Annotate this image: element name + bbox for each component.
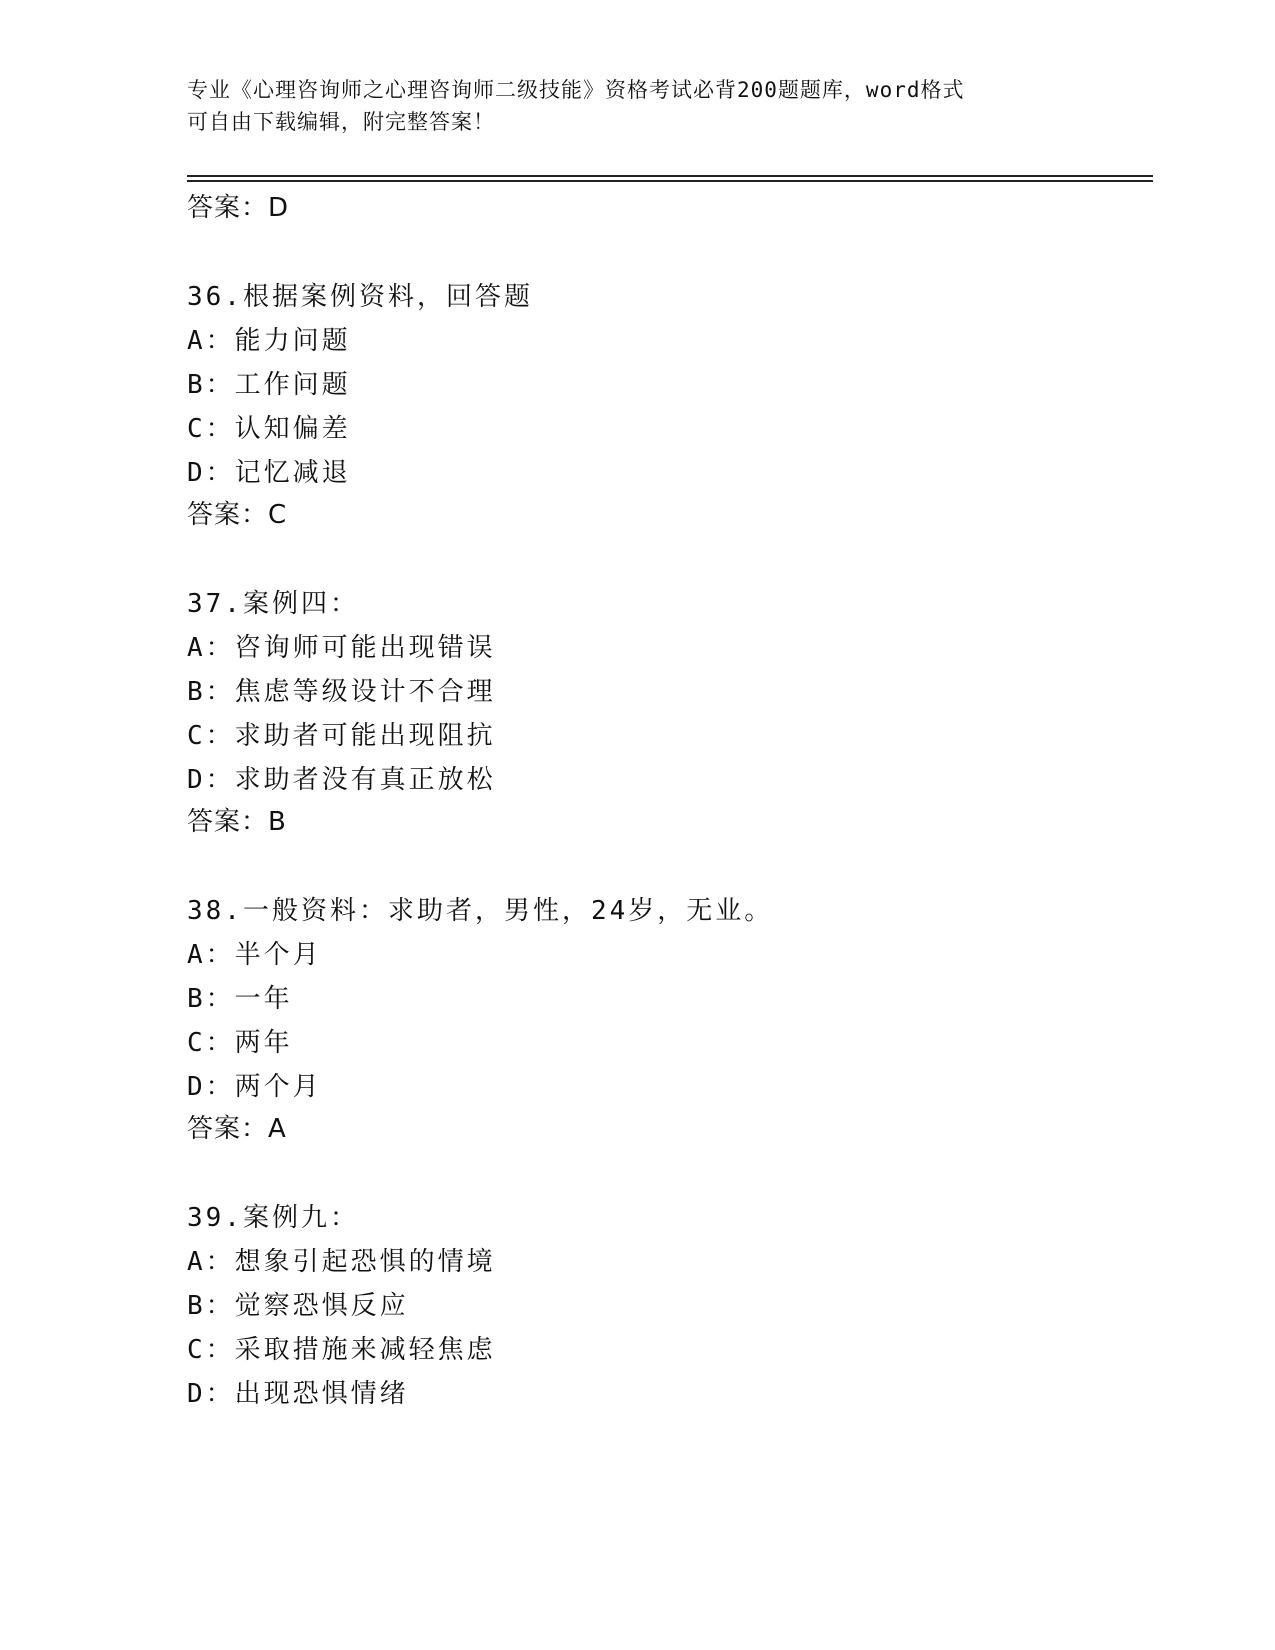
option-a: A：能力问题 (187, 326, 351, 356)
question-stem: 37.案例四： (187, 589, 359, 619)
answer-line: 答案：A (187, 1114, 287, 1144)
question-stem: 38.一般资料：求助者，男性，24岁，无业。 (187, 896, 774, 926)
answer-line: 答案：D (187, 193, 290, 223)
option-b: B：工作问题 (187, 370, 351, 400)
option-a: A：半个月 (187, 940, 322, 970)
option-c: C：两年 (187, 1028, 293, 1058)
option-a: A：想象引起恐惧的情境 (187, 1247, 496, 1277)
option-c: C：求助者可能出现阻抗 (187, 721, 496, 751)
option-b: B：焦虑等级设计不合理 (187, 677, 496, 707)
option-b: B：一年 (187, 984, 293, 1014)
option-d: D：求助者没有真正放松 (187, 765, 496, 795)
header-title-line-2: 可自由下载编辑，附完整答案！ (187, 110, 495, 134)
option-d: D：出现恐惧情绪 (187, 1379, 409, 1409)
header-divider-top (187, 175, 1153, 177)
answer-line: 答案：B (187, 807, 287, 837)
header-divider-bottom (187, 180, 1153, 182)
option-d: D：两个月 (187, 1072, 322, 1102)
option-a: A：咨询师可能出现错误 (187, 633, 496, 663)
option-c: C：认知偏差 (187, 414, 351, 444)
question-stem: 39.案例九： (187, 1203, 359, 1233)
option-b: B：觉察恐惧反应 (187, 1291, 409, 1321)
option-c: C：采取措施来减轻焦虑 (187, 1335, 496, 1365)
option-d: D：记忆减退 (187, 458, 351, 488)
answer-line: 答案：C (187, 500, 288, 530)
question-stem: 36.根据案例资料，回答题 (187, 282, 533, 312)
header-title-line-1: 专业《心理咨询师之心理咨询师二级技能》资格考试必背200题题库，word格式 (187, 78, 965, 102)
